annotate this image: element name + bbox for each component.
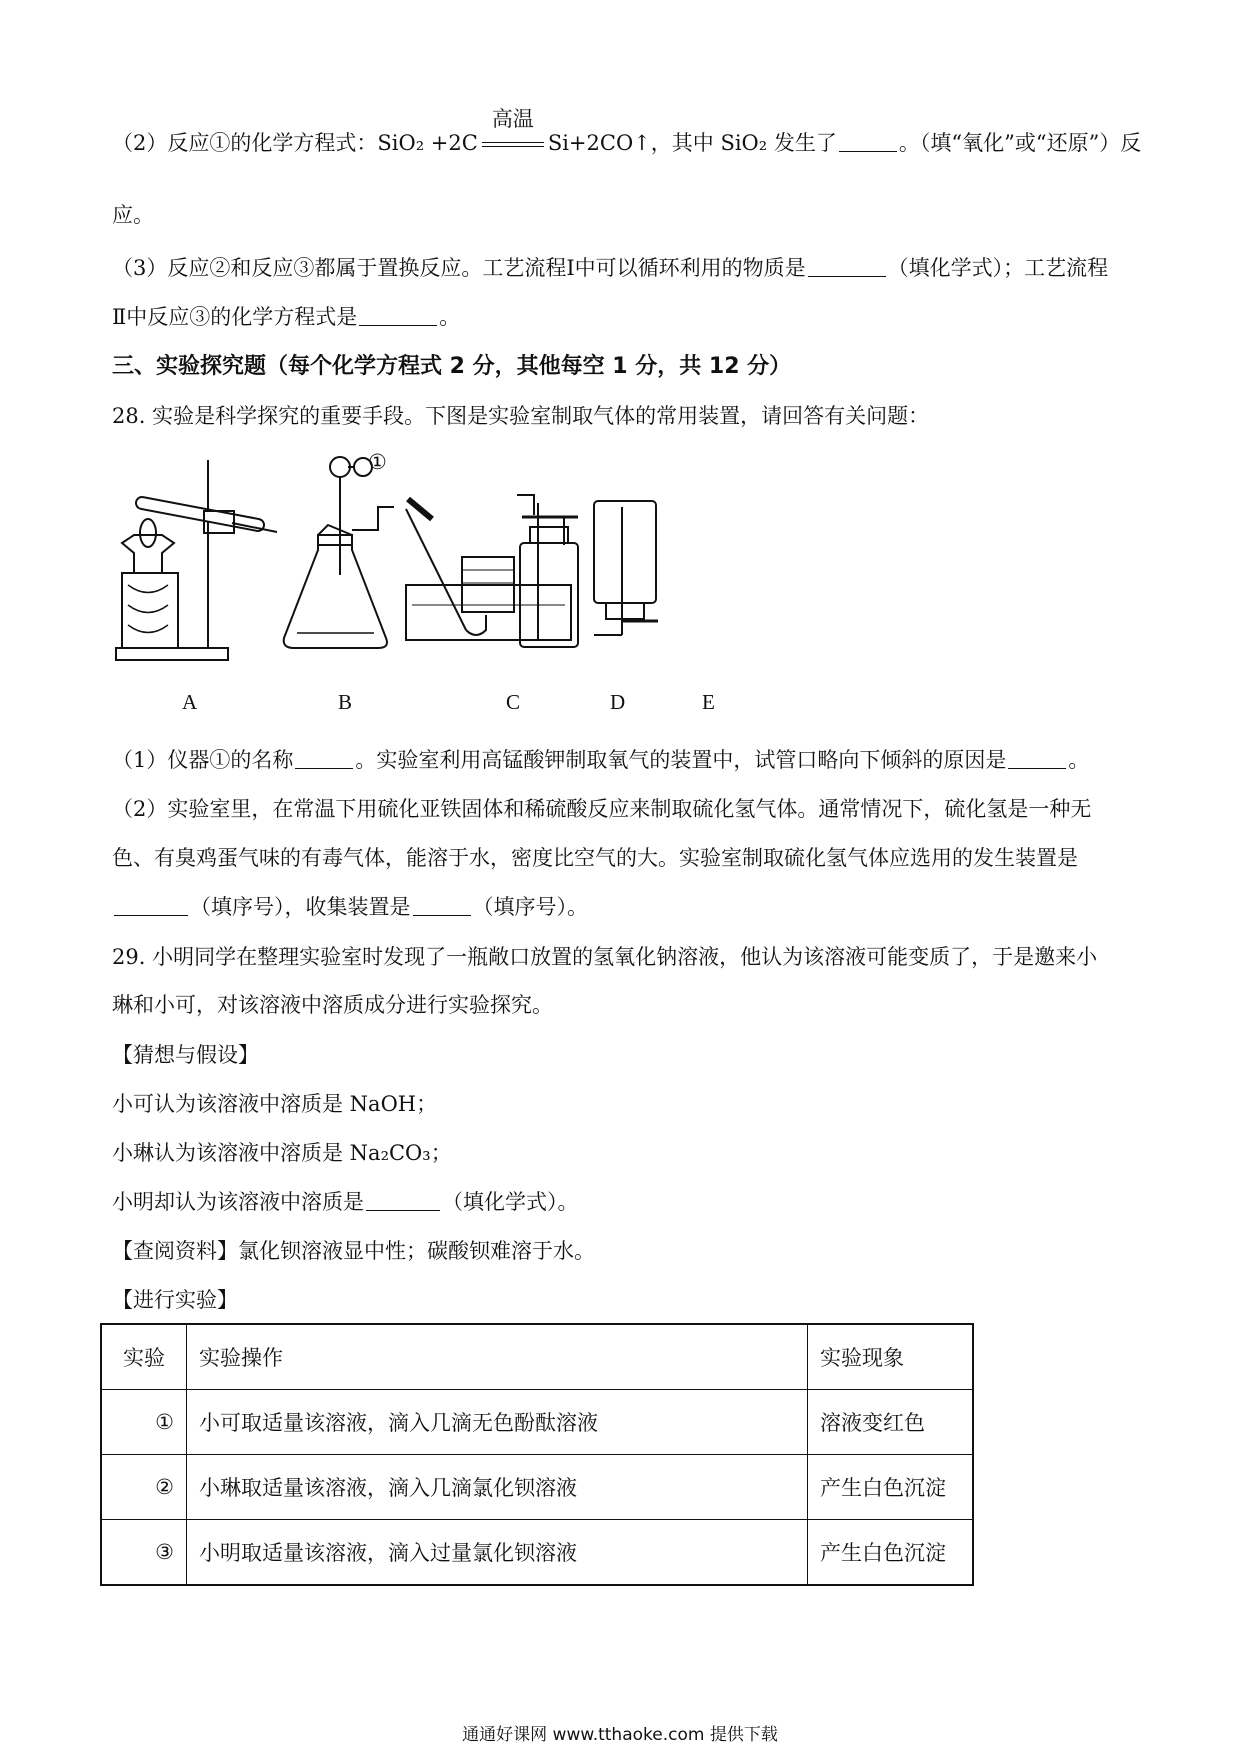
q28-intro: 28. 实验是科学探究的重要手段。下图是实验室制取气体的常用装置，请回答有关问题： — [112, 404, 930, 428]
q28-p1-b: 。实验室利用高锰酸钾制取氧气的装置中，试管口略向下倾斜的原因是 — [355, 748, 1007, 772]
q27-p3-d: 。 — [439, 305, 461, 329]
guess-3 — [112, 1187, 579, 1217]
answer-blank[interactable] — [359, 305, 437, 326]
q27-p3-a: （3）反应②和反应③都属于置换反应。工艺流程Ⅰ中可以循环利用的物质是 — [112, 256, 806, 280]
label-d: D — [610, 690, 626, 714]
label-circle-1: ① — [368, 450, 387, 474]
apparatus-d — [517, 495, 578, 647]
q27-p3-c: Ⅱ中反应③的化学方程式是 — [112, 305, 358, 329]
table-cell: 小可取适量该溶液，滴入几滴无色酚酞溶液 — [187, 1390, 808, 1455]
table-row — [101, 1390, 973, 1455]
eq-left: SiO₂ +2C — [377, 131, 478, 155]
eq-right: Si+2CO↑ — [547, 131, 651, 155]
label-a: A — [182, 690, 198, 714]
q27-part2-line — [112, 107, 1142, 158]
apparatus-b — [284, 457, 394, 648]
table-cell: 产生白色沉淀 — [808, 1520, 974, 1586]
table-cell: 产生白色沉淀 — [808, 1455, 974, 1520]
apparatus-a — [116, 460, 277, 660]
answer-blank[interactable] — [413, 895, 471, 916]
eq-condition-arrow — [480, 107, 546, 158]
q27-p2-mid: ，其中 SiO₂ 发生了 — [650, 131, 837, 155]
answer-blank[interactable] — [1008, 748, 1066, 769]
table-row — [101, 1520, 973, 1586]
guess-3-b: （填化学式）。 — [442, 1190, 579, 1214]
answer-blank[interactable] — [839, 131, 897, 152]
apparatus-e — [594, 501, 658, 635]
table-cell: 小琳取适量该溶液，滴入几滴氯化钡溶液 — [187, 1455, 808, 1520]
q29-line2: 琳和小可，对该溶液中溶质成分进行实验探究。 — [112, 993, 553, 1017]
table-row — [101, 1455, 973, 1520]
q27-part2-cont: 应。 — [112, 203, 154, 227]
q27-p3-b: （填化学式）；工艺流程 — [887, 256, 1109, 280]
q28-p1-a: （1）仪器①的名称 — [112, 748, 294, 772]
table-cell: ② — [101, 1455, 187, 1520]
table-header-cell: 实验 — [101, 1324, 187, 1390]
table-cell: 溶液变红色 — [808, 1390, 974, 1455]
section-title: 三、实验探究题（每个化学方程式 2 分，其他每空 1 分，共 12 分） — [112, 354, 792, 379]
label-c: C — [506, 690, 521, 714]
info-line: 【查阅资料】氯化钡溶液显中性；碳酸钡难溶于水。 — [112, 1239, 595, 1263]
q28-part2-line3 — [112, 892, 588, 922]
q27-p2-suffix: 。（填“氧化”或“还原”）反 — [898, 131, 1142, 155]
answer-blank[interactable] — [295, 748, 353, 769]
guess-2: 小琳认为该溶液中溶质是 Na₂CO₃； — [112, 1141, 452, 1165]
q28-part2-line1: （2）实验室里，在常温下用硫化亚铁固体和稀硫酸反应来制取硫化氢气体。通常情况下，硫化氢是一种无 — [112, 797, 1092, 821]
answer-blank[interactable] — [114, 895, 188, 916]
table-header-cell: 实验现象 — [808, 1324, 974, 1390]
q29-line1: 29. 小明同学在整理实验室时发现了一瓶敞口放置的氢氧化钠溶液，他认为该溶液可能变质了，于是邀来小 — [112, 945, 1098, 969]
experiment-table — [100, 1323, 974, 1586]
apparatus-c — [406, 499, 571, 640]
q27-part3-line1 — [112, 253, 1108, 283]
q28-p2-l3-b: （填序号）。 — [472, 895, 588, 919]
guess-1: 小可认为该溶液中溶质是 NaOH； — [112, 1092, 438, 1116]
answer-blank[interactable] — [366, 1190, 440, 1211]
q28-part2-line2: 色、有臭鸡蛋气味的有毒气体，能溶于水，密度比空气的大。实验室制取硫化氢气体应选用的发生装置是 — [112, 846, 1078, 870]
chemical-equation — [377, 107, 651, 158]
q27-p2-prefix: （2）反应①的化学方程式： — [112, 131, 378, 155]
q28-p2-l3-a: （填序号），收集装置是 — [190, 895, 411, 919]
label-e: E — [702, 690, 715, 714]
apparatus-diagram — [112, 455, 752, 715]
table-header-row — [101, 1324, 973, 1390]
experiment-heading: 【进行实验】 — [112, 1288, 238, 1312]
eq-condition: 高温 — [491, 107, 534, 131]
q28-p1-c: 。 — [1068, 748, 1090, 772]
answer-blank[interactable] — [808, 256, 886, 277]
q27-part3-line2 — [112, 302, 460, 332]
label-b: B — [338, 690, 353, 714]
guess-3-a: 小明却认为该溶液中溶质是 — [112, 1190, 364, 1214]
table-cell: 小明取适量该溶液，滴入过量氯化钡溶液 — [187, 1520, 808, 1586]
table-cell: ① — [101, 1390, 187, 1455]
q28-part1 — [112, 745, 1089, 775]
table-cell: ③ — [101, 1520, 187, 1586]
guess-heading: 【猜想与假设】 — [112, 1043, 259, 1067]
table-header-cell: 实验操作 — [187, 1324, 808, 1390]
footer-watermark[interactable]: 通通好课网 www.tthaoke.com 提供下载 — [462, 1725, 778, 1745]
